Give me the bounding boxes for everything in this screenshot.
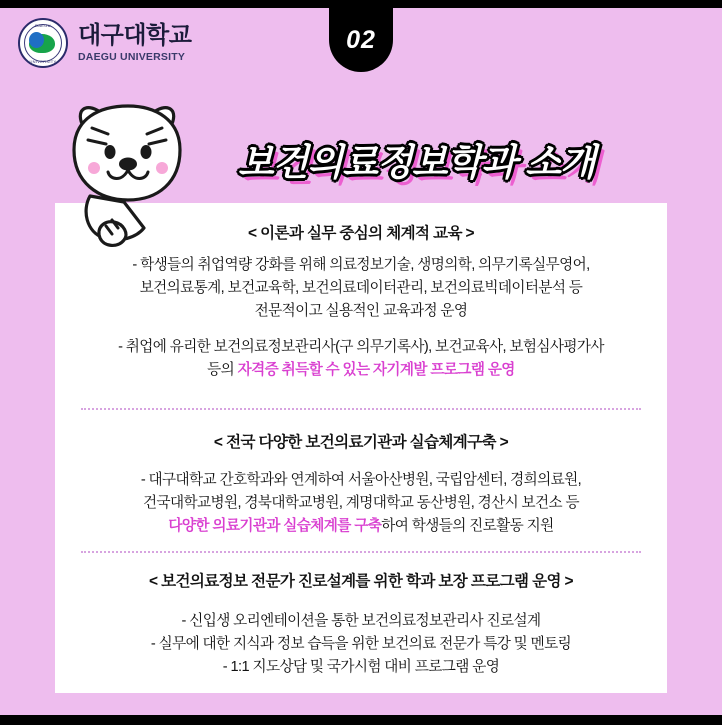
page-number: 02 bbox=[346, 25, 376, 54]
section-3-body bbox=[55, 602, 667, 679]
divider-2 bbox=[81, 551, 641, 553]
section-2-line-3-plain: 하여 학생들의 진로활동 지원 bbox=[381, 518, 554, 535]
section-1-line-2: 보건의료통계, 보건교육학, 보건의료데이터관리, 보건의료빅데이터분석 등 bbox=[139, 280, 583, 297]
section-3-spacer bbox=[55, 602, 667, 610]
university-logo bbox=[18, 18, 191, 68]
section-2-line-1: - 대구대학교 간호학과와 연계하여 서울아산병원, 국립암센터, 경희의료원, bbox=[140, 472, 582, 488]
section-3-line-1: - 신입생 오리엔테이션을 통한 보건의료정보관리사 진로설계 bbox=[181, 613, 541, 629]
section-1-line-5 bbox=[55, 359, 667, 382]
university-name-ko: 대구대학교 bbox=[78, 21, 192, 49]
section-2 bbox=[55, 430, 667, 538]
section-1-line-5-plain: 등의 bbox=[207, 362, 238, 379]
section-3 bbox=[55, 569, 667, 679]
section-2-line-2: 건국대학교병원, 경북대학교병원, 계명대학교 동산병원, 경산시 보건소 등 bbox=[142, 495, 580, 512]
page-title: 보건의료정보학과 소개 bbox=[238, 142, 595, 183]
emblem-top-text: DAEGU bbox=[35, 23, 51, 28]
section-2-line-3-highlight-a: 다양한 bbox=[168, 518, 213, 535]
university-emblem-icon bbox=[18, 18, 68, 68]
divider-1 bbox=[81, 408, 641, 410]
bottom-black-bar bbox=[0, 715, 722, 725]
section-3-heading: < 보건의료정보 전문가 진로설계를 위한 학과 보장 프로그램 운영 > bbox=[149, 573, 573, 590]
section-3-line-3: - 1:1 지도상담 및 국가시험 대비 프로그램 운영 bbox=[222, 659, 500, 676]
section-2-line-3 bbox=[55, 515, 667, 538]
section-1-heading: < 이론과 실무 중심의 체계적 교육 > bbox=[248, 225, 474, 242]
section-2-heading: < 전국 다양한 보건의료기관과 실습체계구축 > bbox=[213, 434, 509, 451]
section-2-body bbox=[55, 463, 667, 538]
section-2-line-3-highlight-b: 의료기관과 실습체계를 구축 bbox=[212, 518, 382, 535]
section-1-line-3: 전문적이고 실용적인 교육과정 운영 bbox=[254, 303, 468, 320]
content-panel bbox=[55, 203, 667, 693]
section-1-spacer bbox=[55, 323, 667, 336]
section-3-line-2: - 실무에 대한 지식과 정보 습득을 위한 보건의료 전문가 특강 및 멘토링 bbox=[150, 636, 572, 653]
page-number-tab bbox=[329, 0, 393, 72]
emblem-bottom-text: UNIVERSITY bbox=[29, 59, 57, 64]
tiger-mascot-icon bbox=[52, 92, 237, 252]
section-1-body bbox=[55, 254, 667, 382]
section-1-line-1: - 학생들의 취업역량 강화를 위해 의료정보기술, 생명의학, 의무기록실무영어, bbox=[132, 257, 590, 273]
section-1-line-5-highlight: 자격증 취득할 수 있는 자기계발 프로그램 운영 bbox=[237, 362, 515, 379]
university-name-en: DAEGU UNIVERSITY bbox=[78, 50, 186, 63]
section-1-line-4: - 취업에 유리한 보건의료정보관리사(구 의무기록사), 보건교육사, 보험심사평가사 bbox=[118, 339, 604, 356]
